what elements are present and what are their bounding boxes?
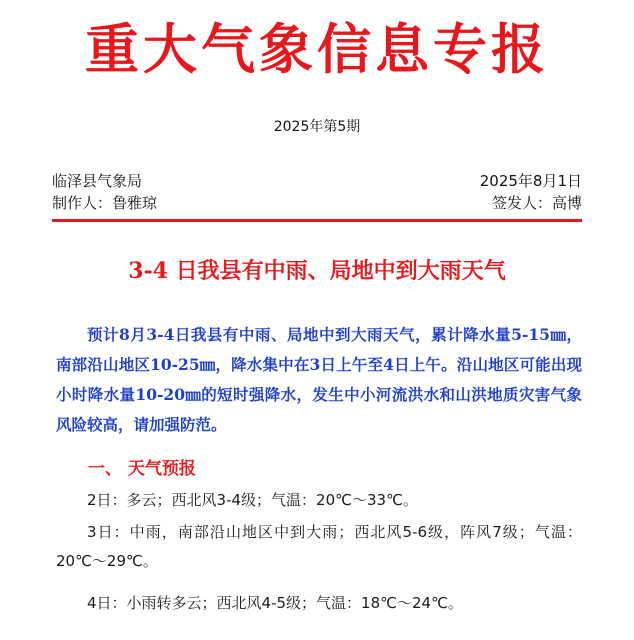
issue-date: 2025年8月1日 <box>479 172 582 190</box>
header-divider <box>52 219 582 222</box>
main-title: 重大气象信息专报 <box>85 17 549 81</box>
forecast-day-3: 3日：中雨，南部沿山地区中到大雨；西北风5-6级，阵风7级；气温：20℃～29℃。 <box>56 523 582 570</box>
forecast-day-2: 2日：多云；西北风3-4级；气温：20℃～33℃。 <box>87 491 418 509</box>
author: 制作人：鲁雅琼 <box>52 194 158 212</box>
signer: 签发人：高博 <box>491 194 582 212</box>
section-heading-forecast: 一、 天气预报 <box>88 459 196 479</box>
headline: 3-4 日我县有中雨、局地中到大雨天气 <box>128 258 506 284</box>
issuer: 临泽县气象局 <box>52 172 143 190</box>
meta-row-author <box>52 192 582 213</box>
summary-paragraph: 预计8月3-4日我县有中雨、局地中到大雨天气，累计降水量5-15㎜，南部沿山地区10-25㎜，降水集中在3日上午至4日上午。沿山地区可能出现小时降水量10-20㎜的短时强降水，发生中小河流洪水和山洪地质灾害气象风险较高，请加强防范。 <box>56 325 582 434</box>
meta-row-issuer <box>52 170 582 191</box>
issue-number: 2025年第5期 <box>273 119 361 135</box>
forecast-day-4: 4日：小雨转多云；西北风4-5级；气温：18℃～24℃。 <box>87 594 463 612</box>
